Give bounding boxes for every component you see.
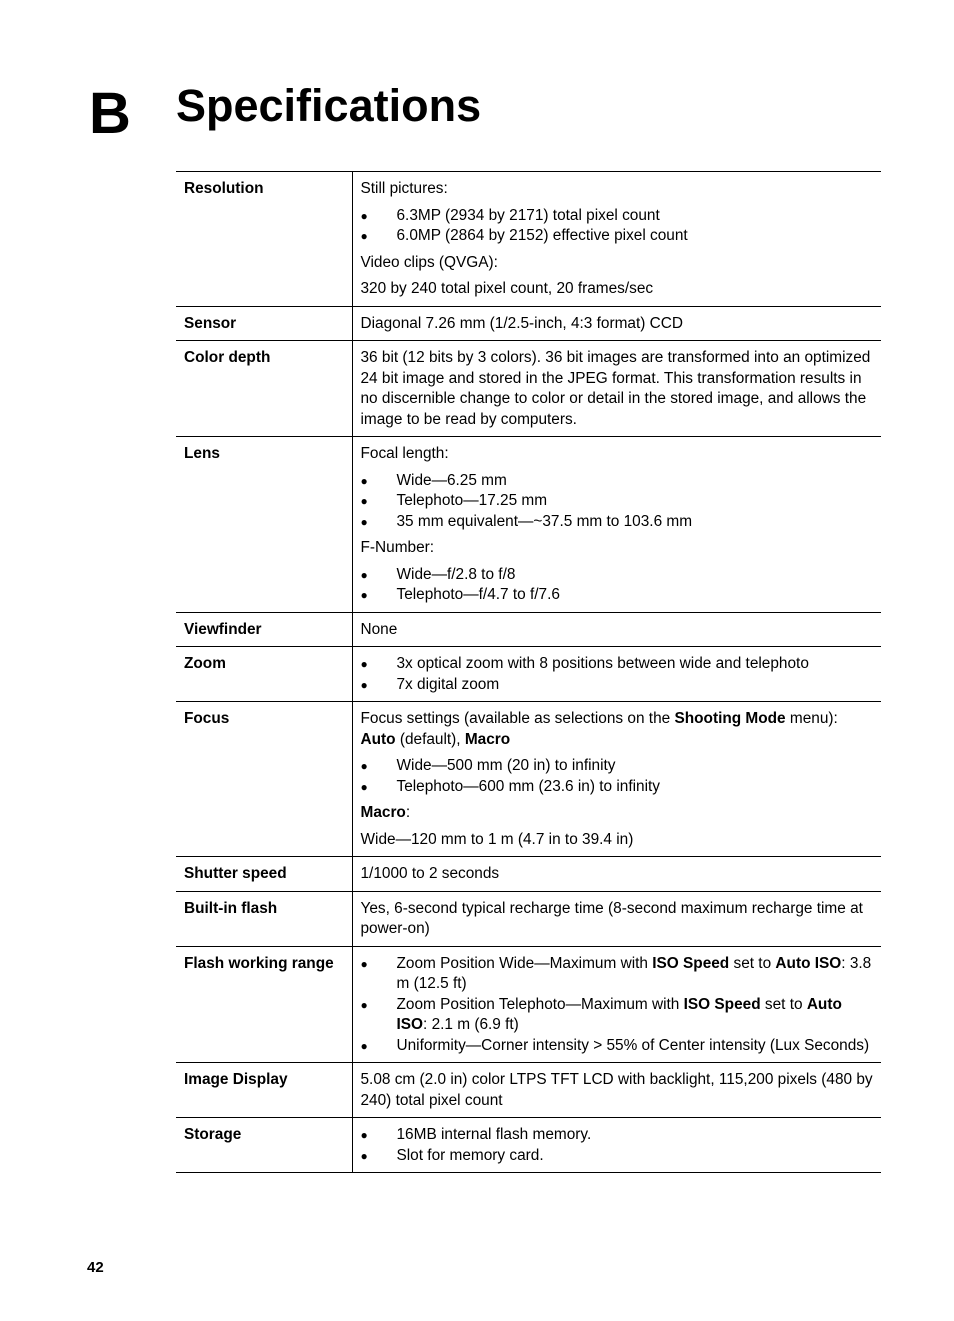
- shooting-mode-menu-name: Shooting Mode: [674, 710, 786, 727]
- flash-range-list: [361, 954, 874, 1057]
- iso-speed-setting: ISO Speed: [652, 954, 730, 972]
- focus-intro-prefix: Focus settings (available as selections on the: [360, 710, 675, 727]
- flash-range-prefix: Zoom Position Wide—Maximum with: [396, 954, 653, 972]
- list-item: ● 7x digital zoom: [361, 675, 874, 696]
- video-clips-heading: Video clips (QVGA):: [360, 253, 498, 271]
- spec-row-lens: [176, 437, 881, 613]
- f-number-list: [361, 565, 874, 606]
- spec-value: [352, 647, 881, 702]
- spec-value: [352, 306, 881, 341]
- video-clips-text: 320 by 240 total pixel count, 20 frames/sec: [360, 280, 654, 297]
- spec-value: [352, 437, 881, 613]
- list-item: ● Telephoto—f/4.7 to f/7.6: [361, 585, 874, 606]
- default-text: (default),: [395, 730, 465, 748]
- spec-label: Image Display: [176, 1063, 352, 1118]
- spec-row-zoom: [176, 647, 881, 702]
- macro-range-text: Wide—120 mm to 1 m (4.7 in to 39.4 in): [360, 830, 634, 848]
- list-item: ● Wide—f/2.8 to f/8: [361, 565, 874, 586]
- list-item: ● Slot for memory card.: [361, 1146, 874, 1167]
- auto-option: Auto: [360, 730, 396, 748]
- spec-text: 5.08 cm (2.0 in) color LTPS TFT LCD with backlight, 115,200 pixels (480 by 240) total pixel count: [360, 1071, 873, 1109]
- list-item: [361, 954, 874, 995]
- spec-row-viewfinder: [176, 612, 881, 647]
- spec-label: Storage: [176, 1118, 352, 1173]
- macro-heading: [361, 803, 874, 824]
- flash-range-distance: : 3.8 m (12.5 ft): [396, 954, 872, 992]
- list-item: ● 35 mm equivalent—~37.5 mm to 103.6 mm: [361, 512, 874, 533]
- spec-label: Zoom: [176, 647, 352, 702]
- list-item: ● Wide—6.25 mm: [361, 471, 874, 492]
- still-pictures-heading: Still pictures:: [360, 180, 448, 197]
- flash-range-distance: : 2.1 m (6.9 ft): [423, 1016, 519, 1033]
- spec-label: Flash working range: [176, 946, 352, 1063]
- spec-row-shutter-speed: [176, 857, 881, 892]
- storage-list: [361, 1125, 874, 1166]
- spec-label: Lens: [176, 437, 352, 613]
- focal-length-list: [361, 471, 874, 533]
- spec-label: Resolution: [176, 172, 352, 307]
- set-to-text: set to: [760, 995, 807, 1013]
- spec-value: [352, 612, 881, 647]
- still-pictures-list: [361, 206, 874, 247]
- spec-value: [352, 1118, 881, 1173]
- spec-text: None: [360, 620, 398, 638]
- spec-value: [352, 702, 881, 857]
- spec-row-built-in-flash: [176, 891, 881, 946]
- spec-row-sensor: [176, 306, 881, 341]
- spec-row-focus: [176, 702, 881, 857]
- spec-row-resolution: [176, 172, 881, 307]
- list-item: ● 16MB internal flash memory.: [361, 1125, 874, 1146]
- spec-text: 1/1000 to 2 seconds: [360, 865, 500, 882]
- iso-speed-setting: ISO Speed: [683, 995, 761, 1013]
- list-item: ● 6.0MP (2864 by 2152) effective pixel count: [361, 226, 874, 247]
- spec-value: [352, 946, 881, 1063]
- spec-label: Shutter speed: [176, 857, 352, 892]
- spec-value: [352, 172, 881, 307]
- spec-text: Diagonal 7.26 mm (1/2.5-inch, 4:3 format) CCD: [360, 314, 683, 332]
- auto-iso-value: Auto ISO: [775, 954, 842, 972]
- macro-option: Macro: [464, 730, 511, 748]
- spec-label: Sensor: [176, 306, 352, 341]
- list-item: ● 6.3MP (2934 by 2171) total pixel count: [361, 206, 874, 227]
- list-item: ● 3x optical zoom with 8 positions between wide and telephoto: [361, 654, 874, 675]
- zoom-list: [361, 654, 874, 695]
- spec-label: Focus: [176, 702, 352, 857]
- spec-row-flash-working-range: [176, 946, 881, 1063]
- spec-label: Color depth: [176, 341, 352, 437]
- spec-text: Yes, 6-second typical recharge time (8-second maximum recharge time at power-on): [360, 899, 863, 937]
- spec-text: 36 bit (12 bits by 3 colors). 36 bit images are transformed into an optimized 24 bit image and stored in the JPEG format. This transformation results in no discernible change to color or detail in the stored image, and allows the image to be read by computers.: [360, 349, 871, 428]
- spec-label: Viewfinder: [176, 612, 352, 647]
- list-item: ● Telephoto—600 mm (23.6 in) to infinity: [361, 777, 874, 798]
- spec-value: [352, 341, 881, 437]
- list-item: [361, 995, 874, 1036]
- chapter-letter: B: [89, 81, 130, 146]
- specifications-table: [176, 171, 881, 1173]
- focus-intro-suffix: menu):: [785, 710, 838, 727]
- page-title: Specifications: [176, 80, 482, 131]
- spec-value: [352, 891, 881, 946]
- flash-range-prefix: Zoom Position Telephoto—Maximum with: [396, 995, 684, 1013]
- macro-colon: :: [405, 804, 411, 821]
- auto-iso-value: Auto ISO: [396, 995, 842, 1033]
- focus-settings-intro: [361, 709, 874, 750]
- page-number: 42: [87, 1259, 104, 1276]
- spec-label: Built-in flash: [176, 891, 352, 946]
- macro-label: Macro: [360, 804, 406, 821]
- spec-value: [352, 857, 881, 892]
- list-item: ● Uniformity—Corner intensity > 55% of Center intensity (Lux Seconds): [361, 1036, 874, 1057]
- spec-row-image-display: [176, 1063, 881, 1118]
- focus-range-list: [361, 756, 874, 797]
- spec-value: [352, 1063, 881, 1118]
- f-number-heading: F-Number:: [360, 539, 435, 556]
- list-item: ● Wide—500 mm (20 in) to infinity: [361, 756, 874, 777]
- spec-row-storage: [176, 1118, 881, 1173]
- focal-length-heading: Focal length:: [360, 445, 449, 462]
- spec-row-color-depth: [176, 341, 881, 437]
- list-item: ● Telephoto—17.25 mm: [361, 491, 874, 512]
- set-to-text: set to: [729, 954, 776, 972]
